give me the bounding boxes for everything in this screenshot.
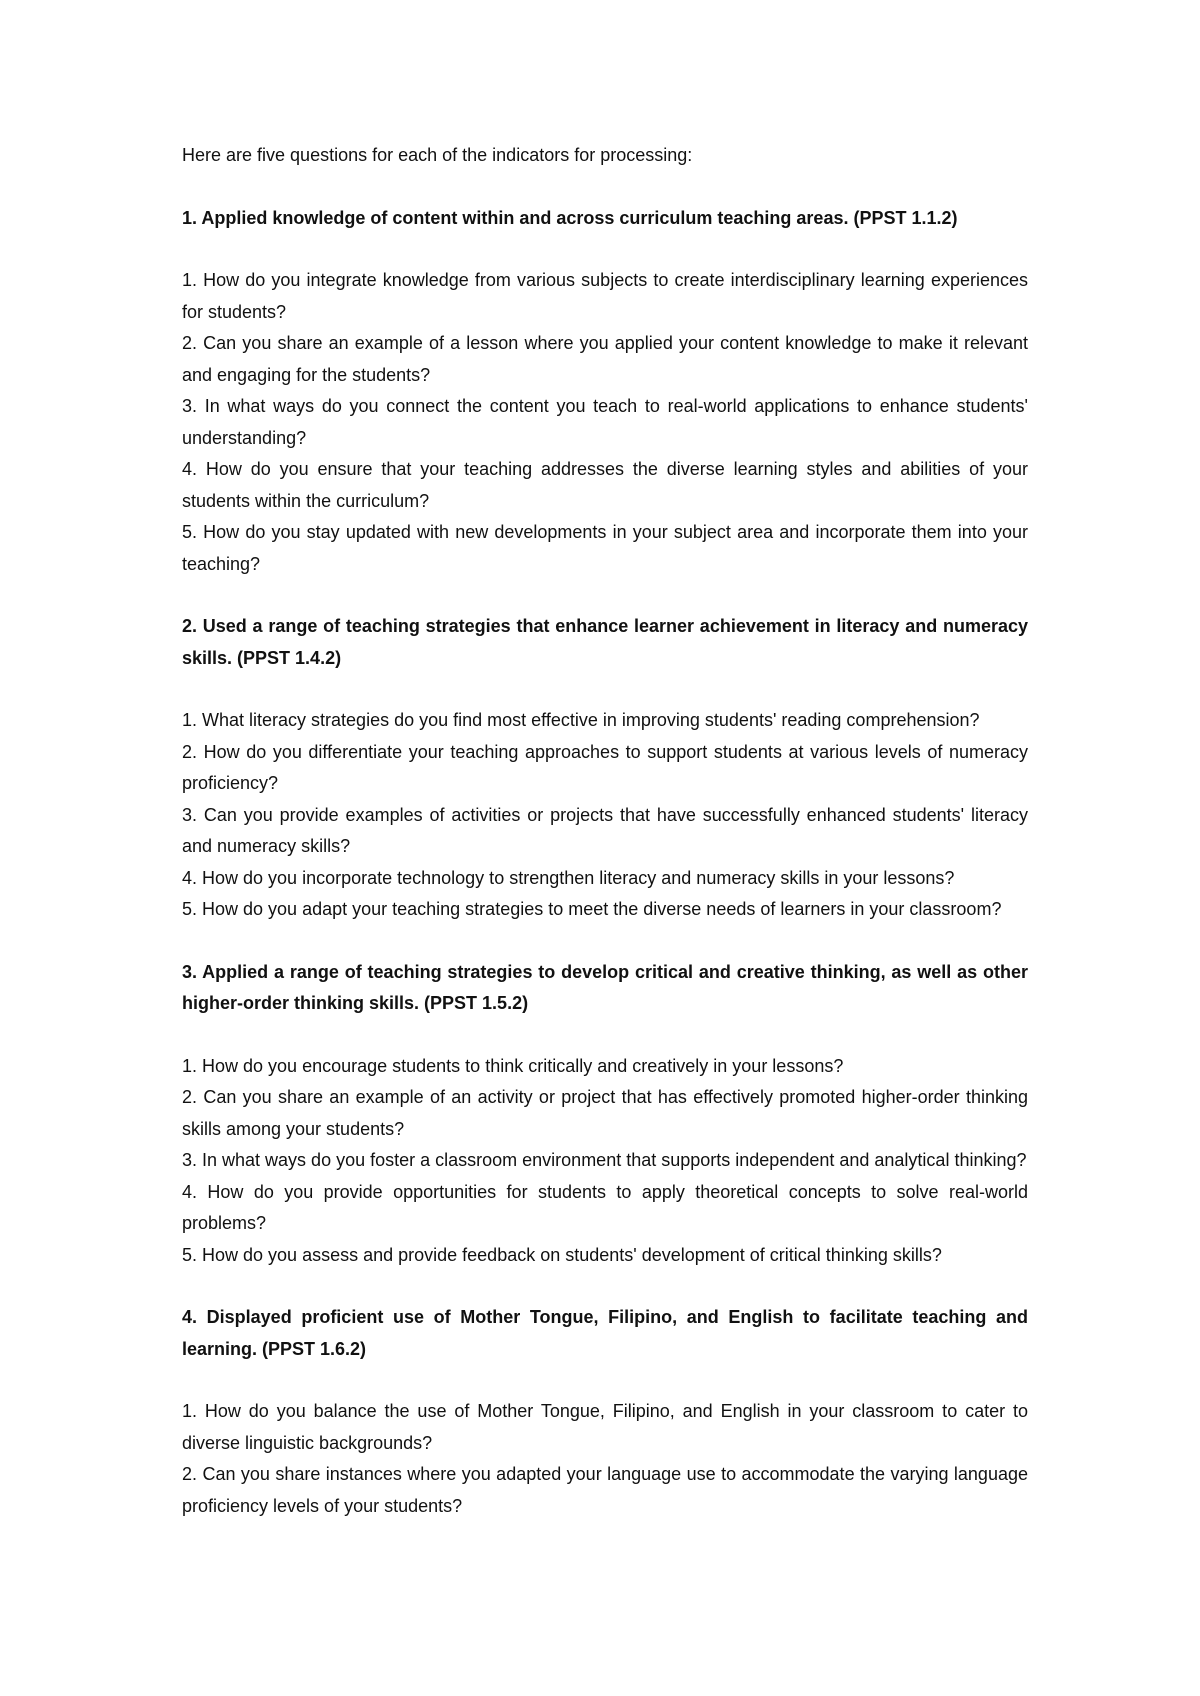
question-item: 5. How do you adapt your teaching strategies to meet the diverse needs of learners in your classroom? [182,899,1002,919]
indicator-section-3 [182,957,1028,1272]
question-item: 3. In what ways do you foster a classroom environment that supports independent and analytical thinking? [182,1150,1027,1170]
indicator-heading: 4. Displayed proficient use of Mother Tongue, Filipino, and English to facilitate teaching and learning. (PPST 1.6.2) [182,1307,1028,1359]
question-item: 4. How do you incorporate technology to strengthen literacy and numeracy skills in your lessons? [182,867,955,888]
question-item: 4. How do you ensure that your teaching addresses the diverse learning styles and abilities of your students within the curriculum? [182,459,1028,511]
question-item: 5. How do you assess and provide feedback on students' development of critical thinking skills? [182,1244,942,1265]
document-page [182,140,1028,1553]
question-item: 1. What literacy strategies do you find most effective in improving students' reading comprehension? [182,710,980,730]
indicator-heading: 1. Applied knowledge of content within and across curriculum teaching areas. (PPST 1.1.2) [182,207,958,228]
question-item: 1. How do you encourage students to think critically and creatively in your lessons? [182,1055,844,1076]
question-item: 4. How do you provide opportunities for students to apply theoretical concepts to solve real-world problems? [182,1181,1028,1233]
indicator-section-2 [182,611,1028,926]
question-item: 2. Can you share an example of a lesson where you applied your content knowledge to make it relevant and engaging for the students? [182,333,1028,385]
question-item: 1. How do you integrate knowledge from various subjects to create interdisciplinary learning experiences for students? [182,270,1028,322]
question-item: 2. How do you differentiate your teaching approaches to support students at various levels of numeracy proficiency? [182,741,1028,793]
question-item: 3. In what ways do you connect the content you teach to real-world applications to enhance students' understanding? [182,396,1028,448]
indicator-heading: 3. Applied a range of teaching strategies to develop critical and creative thinking, as well as other higher-order thinking skills. (PPST 1.5.2) [182,961,1028,1013]
intro-text: Here are five questions for each of the indicators for processing: [182,145,693,165]
question-item: 3. Can you provide examples of activities or projects that have successfully enhanced students' literacy and numeracy skills? [182,804,1028,856]
indicator-section-1 [182,203,1028,581]
indicator-section-4 [182,1302,1028,1522]
question-item: 1. How do you balance the use of Mother Tongue, Filipino, and English in your classroom to cater to diverse linguistic backgrounds? [182,1401,1028,1453]
question-item: 2. Can you share instances where you adapted your language use to accommodate the varying language proficiency levels of your students? [182,1464,1028,1516]
question-item: 2. Can you share an example of an activity or project that has effectively promoted higher-order thinking skills among your students? [182,1087,1028,1139]
indicator-heading: 2. Used a range of teaching strategies that enhance learner achievement in literacy and numeracy skills. (PPST 1.4.2) [182,616,1028,668]
question-item: 5. How do you stay updated with new developments in your subject area and incorporate them into your teaching? [182,522,1028,574]
